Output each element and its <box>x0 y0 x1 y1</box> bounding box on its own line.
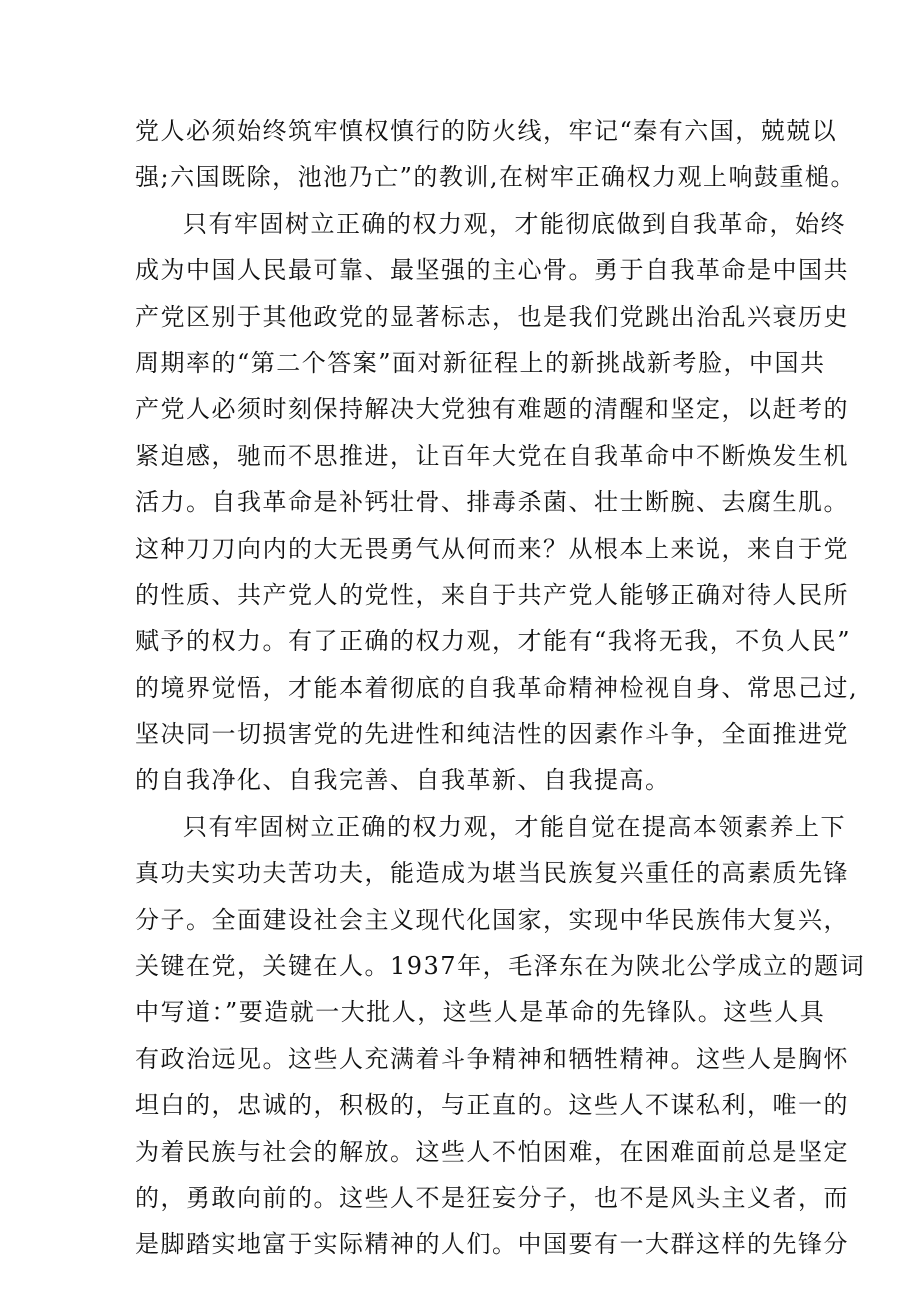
text-line-2: 强;六国既除，池池乃亡”的教训,在树牢正确权力观上响鼓重槌。 <box>135 163 856 192</box>
text-line-8: 紧迫感，驰而不思推进，让百年大党在自我革命中不断焕发生机 <box>135 441 849 470</box>
text-line-20: 中写道：”要造就一大批人，这些人是革命的先锋队。这些人具 <box>135 998 826 1027</box>
text-line-15: 的自我净化、自我完善、自我革新、自我提高。 <box>135 766 671 795</box>
text-line-21: 有政治远见。这些人充满着斗争精神和牺牲精神。这些人是胸怀 <box>135 1044 849 1073</box>
text-line-9: 活力。自我革命是补钙壮骨、排毒杀菌、壮士断腕、去腐生肌。 <box>135 488 849 517</box>
paragraph-start-line-16: 只有牢固树立正确的权力观，才能自觉在提高本领素养上下 <box>183 812 846 841</box>
text-line-19: 关键在党，关键在人。1937年，毛泽东在为陕北公学成立的题词 <box>135 952 866 981</box>
text-line-6: 周期率的“第二个答案”面对新征程上的新挑战新考脸，中国共 <box>135 348 826 377</box>
text-line-13: 的境界觉悟，才能本着彻底的自我革命精神检视自身、常思己过, <box>135 673 859 702</box>
text-line-10: 这种刀刀向内的大无畏勇气从何而来？从根本上来说，来自于党 <box>135 534 849 563</box>
text-line-25: 是脚踏实地富于实际精神的人们。中国要有一大群这样的先锋分 <box>135 1230 849 1259</box>
text-line-18: 分子。全面建设社会主义现代化国家，实现中华民族伟大复兴， <box>135 905 849 934</box>
text-line-17: 真功夫实功夫苦功夫，能造成为堪当民族复兴重任的高素质先锋 <box>135 859 849 888</box>
text-line-12: 赋予的权力。有了正确的权力观，才能有“我将无我，不负人民” <box>135 627 852 656</box>
text-line-14: 坚决同一切损害党的先进性和纯洁性的因素作斗争，全面推进党 <box>135 720 849 749</box>
text-line-23: 为着民族与社会的解放。这些人不怕困难，在困难面前总是坚定 <box>135 1137 849 1166</box>
paragraph-start-line-3: 只有牢固树立正确的权力观，才能彻底做到自我革命，始终 <box>183 209 846 238</box>
text-line-1: 党人必须始终筑牢慎权慎行的防火线，牢记“秦有六国，兢兢以 <box>135 117 838 145</box>
body-text <box>135 108 866 1268</box>
text-line-5: 产党区别于其他政党的显著标志，也是我们党跳出治乱兴衰历史 <box>135 302 849 331</box>
text-line-11: 的性质、共产党人的党性，来自于共产党人能够正确对待人民所 <box>135 580 849 609</box>
text-line-4: 成为中国人民最可靠、最坚强的主心骨。勇于自我革命是中国共 <box>135 256 849 285</box>
text-line-22: 坦白的，忠诚的，积极的，与正直的。这些人不谋私利，唯一的 <box>135 1091 849 1120</box>
text-line-7: 产党人必须时刻保持解决大党独有难题的清醒和坚定，以赶考的 <box>135 395 849 424</box>
text-line-24: 的，勇敢向前的。这些人不是狂妄分子，也不是风头主义者，而 <box>135 1183 849 1212</box>
